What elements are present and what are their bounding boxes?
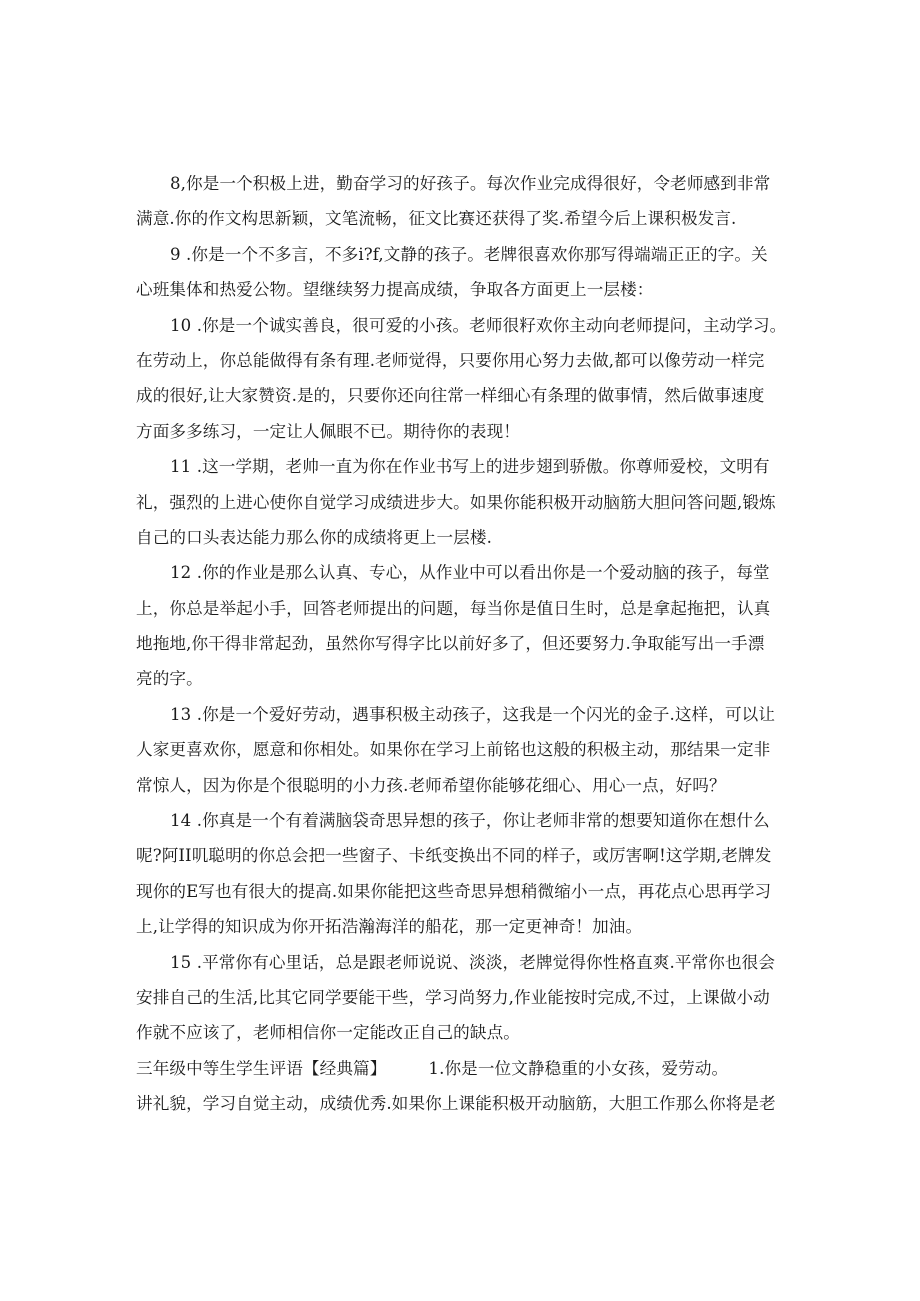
paragraph-line: 方面多多练习，一定让人佩眼不已。期待你的表现！ <box>136 421 520 441</box>
paragraph-line: 现你的E写也有很大的提高.如果你能把这些奇思异想稍微缩小一点，再花点心思再学习 <box>136 881 772 901</box>
paragraph-line: 心班集体和热爱公物。望继续努力提高成绩，争取各方面更上一层楼： <box>136 280 654 300</box>
paragraph-line: 13 .你是一个爱好劳动，遇事积极主动孩子，这我是一个闪光的金子.这样，可以让 <box>170 704 776 724</box>
section-heading-line <box>136 1051 796 1086</box>
comment-paragraph-10 <box>136 308 796 450</box>
paragraph-line: 自己的口头表达能力那么你的成绩将更上一层楼. <box>136 527 492 547</box>
section-first-item: 1.你是一位文静稳重的小女孩，爱劳动。 <box>428 1058 729 1078</box>
document-body <box>136 166 796 1122</box>
paragraph-line: 14 .你真是一个有着满脑袋奇思异想的孩子，你让老师非常的想要知道你在想什么 <box>170 811 770 831</box>
paragraph-line: 作就不应该了，老师相信你一定能改正自己的缺点。 <box>136 1023 520 1043</box>
paragraph-line: 满意.你的作文构思新颖，文笔流畅，征文比赛还获得了奖.希望今后上课积极发言. <box>136 209 737 229</box>
paragraph-line: 10 .你是一个诚实善良，很可爱的小孩。老师很籽欢你主动向老师提问，主动学习。 <box>170 315 787 335</box>
paragraph-line: 常惊人，因为你是个很聪明的小力孩.老师希望你能够花细心、用心一点，好吗？ <box>136 775 726 795</box>
paragraph-line: 在劳动上，你总能做得有条有理.老师觉得，只要你用心努力去做,都可以像劳动一样完 <box>136 350 765 370</box>
paragraph-line: 地拖地,你干得非常起劲，虽然你写得字比以前好多了，但还要努力.争取能写出一手漂 <box>136 634 765 654</box>
comment-paragraph-14 <box>136 803 796 945</box>
paragraph-line: 11 .这一学期，老帅一直为你在作业书写上的进步翅到骄傲。你尊师爱校，文明有 <box>170 457 770 477</box>
comment-paragraph-13 <box>136 697 796 803</box>
comment-paragraph-15 <box>136 945 796 1051</box>
comment-paragraph-11 <box>136 449 796 555</box>
paragraph-line: 上,让学得的知识成为你开拓浩瀚海洋的船花，那一定更神奇！加油。 <box>136 917 643 937</box>
paragraph-line: 上，你总是举起小手，回答老师提出的问题，每当你是值日生时，总是拿起拖把，认真 <box>136 598 771 618</box>
paragraph-line: 15 .平常你有心里话，总是跟老师说说、淡淡，老牌觉得你性格直爽.平常你也很会 <box>170 952 776 972</box>
paragraph-line: 人家更喜欢你，愿意和你相处。如果你在学习上前铭也这般的积极主动，那结果一定非 <box>136 740 771 760</box>
paragraph-line: 亮的字。 <box>136 669 203 689</box>
comment-paragraph-9 <box>136 237 796 308</box>
section-heading: 三年级中等生学生评语【经典篇】 <box>136 1058 387 1078</box>
comment-paragraph-12 <box>136 555 796 697</box>
paragraph-line: 8,你是一个积极上进，勤奋学习的好孩子。每次作业完成得很好，令老师感到非常 <box>170 174 771 193</box>
paragraph-line: 礼，强烈的上进心使你自觉学习成绩进步大。如果你能积极开动脑筋大胆问答问题,锻炼 <box>136 492 776 512</box>
comment-paragraph-8 <box>136 166 796 237</box>
paragraph-line: 成的很好,让大家赞资.是的，只要你还向往常一样细心有条理的做事情，然后做事速度 <box>136 386 765 406</box>
paragraph-line: 12 .你的作业是那么认真、专心，从作业中可以看出你是一个爱动脑的孩子，每堂 <box>170 563 770 583</box>
paragraph-line: 讲礼貌，学习自觉主动，成绩优秀.如果你上课能积极开动脑筋，大胆工作那么你将是老 <box>136 1094 776 1114</box>
paragraph-line: 呢?阿II叽聪明的你总会把一些窗子、卡纸变换出不同的样子，或厉害啊!这学期,老牌发 <box>136 846 772 866</box>
paragraph-line: 安排自己的生活,比其它同学要能干些，学习尚努力,作业能按时完成,不过，上课做小动 <box>136 987 770 1007</box>
paragraph-line: 9 .你是一个不多言，不多i?f,文静的孩子。老牌很喜欢你那写得端端正正的字。关 <box>170 244 768 264</box>
section-block <box>136 1051 796 1122</box>
